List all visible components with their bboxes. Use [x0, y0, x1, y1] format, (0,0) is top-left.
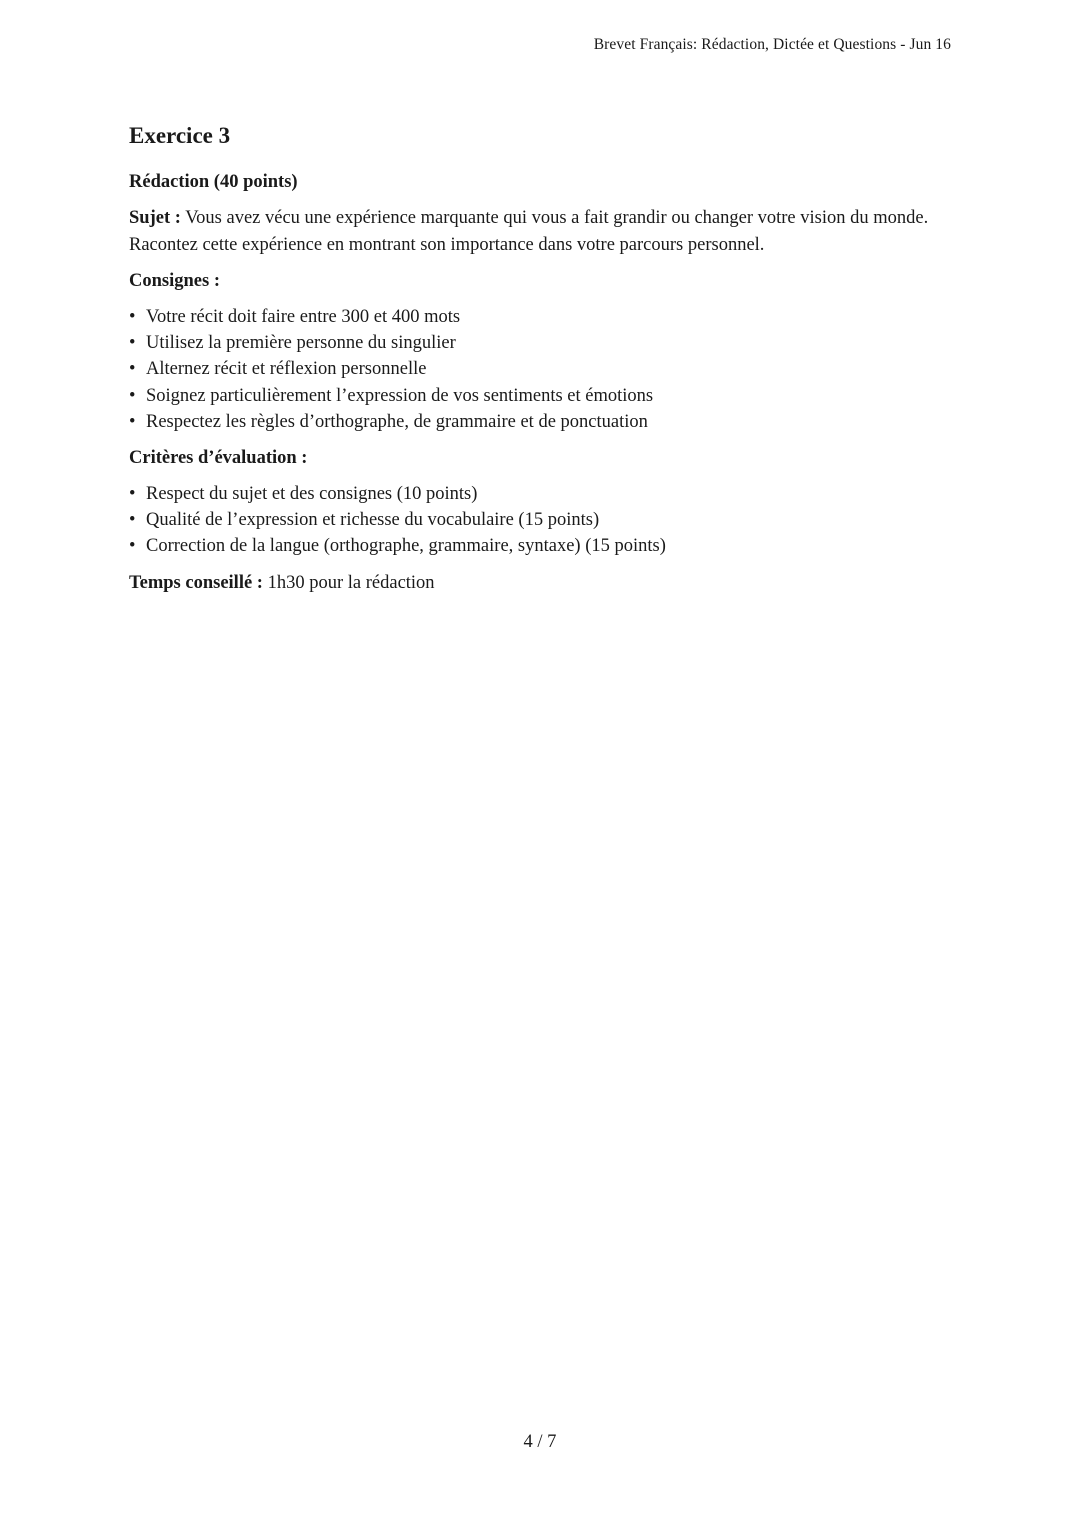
exercise-title: Exercice 3	[129, 123, 231, 148]
instructions-heading: Consignes :	[129, 271, 220, 291]
list-item: • Qualité de l’expression et richesse du vocabulaire (15 points)	[129, 507, 954, 533]
subject-label: Sujet :	[129, 208, 181, 228]
section-title: Rédaction (40 points)	[129, 172, 298, 192]
time-label: Temps conseillé :	[129, 572, 263, 593]
list-item: • Votre récit doit faire entre 300 et 400 mots	[129, 304, 954, 330]
list-item: • Correction de la langue (orthographe, grammaire, syntaxe) (15 points)	[129, 533, 954, 559]
running-header: Brevet Français: Rédaction, Dictée et Questions - Jun 16	[593, 36, 951, 53]
list-item: • Respectez les règles d’orthographe, de grammaire et de ponctuation	[129, 409, 954, 435]
page-content	[129, 121, 954, 606]
criteria-list	[129, 481, 954, 560]
list-item: • Utilisez la première personne du singulier	[129, 330, 954, 356]
subject-paragraph	[129, 205, 954, 258]
list-item: • Alternez récit et réflexion personnelle	[129, 356, 954, 382]
instructions-list	[129, 304, 954, 435]
time-text: 1h30 pour la rédaction	[262, 572, 435, 593]
list-item: • Respect du sujet et des consignes (10 points)	[129, 481, 954, 507]
time-paragraph	[129, 570, 954, 597]
criteria-heading: Critères d’évaluation :	[129, 448, 308, 469]
page-number: 4 / 7	[523, 1432, 557, 1452]
list-item: • Soignez particulièrement l’expression de vos sentiments et émotions	[129, 383, 954, 409]
subject-text: Vous avez vécu une expérience marquante qui vous a fait grandir ou changer votre vision du monde. Racontez cette expérience en montrant son importance dans votre parcours personnel.	[129, 208, 929, 255]
